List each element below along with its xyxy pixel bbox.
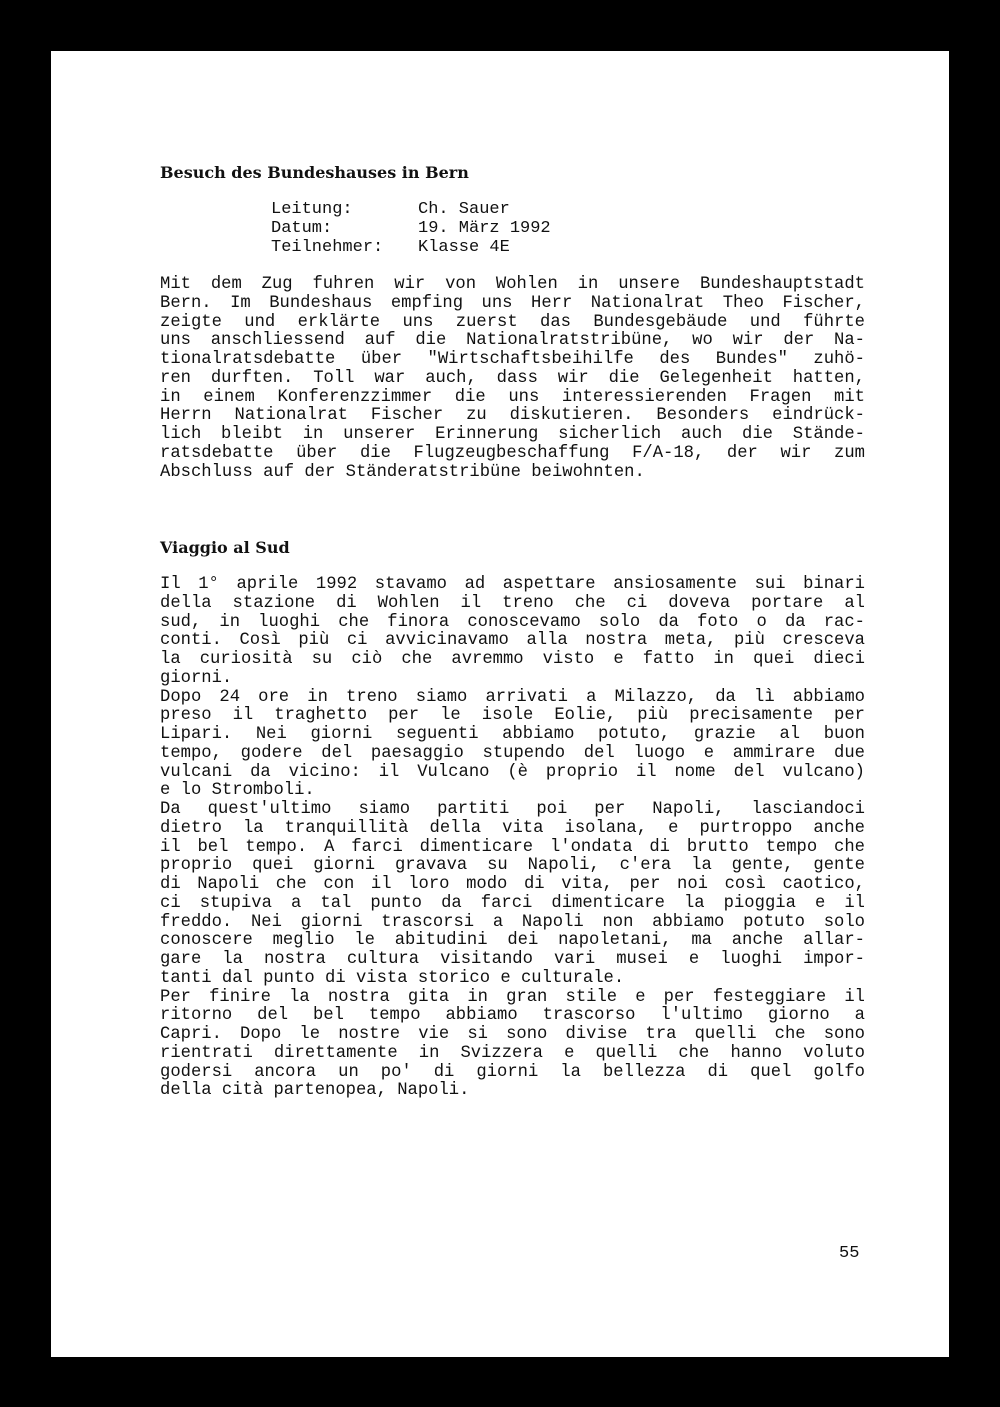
meta-row-teilnehmer (271, 238, 551, 257)
meta-row-datum (271, 219, 551, 238)
meta-row-leitung (271, 200, 551, 219)
meta-value: Ch. Sauer (418, 200, 510, 219)
text-line: uns anschliessend auf die Nationalratstribüne, wo wir der Na- (160, 331, 865, 351)
text-line: Lipari. Nei giorni seguenti abbiamo potuto, grazie al buon (160, 725, 865, 744)
text-line: Capri. Dopo le nostre vie si sono divise tra quelli che sono (160, 1025, 865, 1044)
meta-value: 19. März 1992 (418, 219, 551, 238)
text-line: preso il traghetto per le isole Eolie, più precisamente per (160, 706, 865, 726)
section-title-viaggio: Viaggio al Sud (160, 538, 290, 557)
text-line: di Napoli che con il loro modo di vita, per noi così caotico, (160, 875, 865, 894)
text-line: freddo. Nei giorni trascorsi a Napoli non abbiamo potuto solo (160, 912, 865, 932)
text-line: Da quest'ultimo siamo partiti poi per Napoli, lasciandoci (160, 800, 865, 819)
text-line: e lo Stromboli. (160, 781, 315, 801)
text-line: gare la nostra cultura visitando vari musei e luoghi impor- (160, 950, 865, 969)
text-line: Il 1° aprile 1992 stavamo ad aspettare ansiosamente sui binari (160, 575, 865, 594)
text-line: Bern. Im Bundeshaus empfing uns Herr Nationalrat Theo Fischer, (160, 293, 865, 313)
text-line: rientrati direttamente in Svizzera e quelli che hanno voluto (160, 1043, 865, 1063)
text-line: ritorno del bel tempo abbiamo trascorso l'ultimo giorno a (160, 1006, 865, 1026)
text-line: ren durften. Toll war auch, dass wir die Gelegenheit hatten, (160, 368, 865, 388)
document-page (51, 51, 949, 1357)
text-line: Abschluss auf der Ständeratstribüne beiwohnten. (160, 462, 645, 482)
text-line: lich bleibt in unserer Erinnerung sicherlich auch die Stände- (160, 425, 865, 444)
text-line: Per finire la nostra gita in gran stile e per festeggiare il (160, 987, 865, 1007)
text-line: Mit dem Zug fuhren wir von Wohlen in unsere Bundeshauptstadt (160, 275, 865, 294)
meta-value: Klasse 4E (418, 238, 510, 257)
text-line: tionalratsdebatte über "Wirtschaftsbeihilfe des Bundes" zuhö- (160, 350, 865, 369)
text-line: ci stupiva a tal punto da farci dimenticare la pioggia e il (160, 893, 865, 913)
text-line: della cità partenopea, Napoli. (160, 1081, 470, 1101)
text-line: tempo, godere del paesaggio stupendo del luogo e ammirare due (160, 743, 865, 763)
text-line: tanti dal punto di vista storico e culturale. (160, 968, 625, 988)
meta-key: Datum: (271, 219, 333, 238)
text-line: giorni. (160, 668, 233, 688)
text-line: Herrn Nationalrat Fischer zu diskutieren. Besonders eindrück- (160, 406, 865, 426)
text-line: proprio quei giorni gravava su Napoli, c'era la gente, gente (160, 856, 865, 876)
text-line: zeigte und erklärte uns zuerst das Bundesgebäude und führte (160, 312, 865, 332)
page-number: 55 (839, 1244, 860, 1263)
text-line: ratsdebatte über die Flugzeugbeschaffung F/A-18, der wir zum (160, 443, 865, 463)
text-line: della stazione di Wohlen il treno che ci doveva portare al (160, 593, 865, 613)
text-line: la curiosità su ciò che avremmo visto e fatto in quei dieci (160, 650, 865, 669)
text-line: dietro la tranquillità della vita isolana, e purtroppo anche (160, 818, 865, 838)
text-line: godersi ancora un po' di giorni la bellezza di quel golfo (160, 1062, 865, 1082)
text-line: conti. Così più ci avvicinavamo alla nostra meta, più cresceva (160, 631, 865, 651)
text-line: Dopo 24 ore in treno siamo arrivati a Milazzo, da lì abbiamo (160, 687, 865, 707)
viaggio-paragraph (160, 576, 865, 1101)
text-line: conoscere meglio le abitudini dei napoletani, ma anche allar- (160, 931, 865, 951)
text-line: in einem Konferenzzimmer die uns interessierenden Fragen mit (160, 387, 865, 407)
text-line: il bel tempo. A farci dimenticare l'ondata di brutto tempo che (160, 837, 865, 857)
meta-key: Leitung: (271, 200, 353, 219)
text-line: sud, in luoghi che finora conoscevamo solo da foto o da rac- (160, 612, 865, 632)
event-details (271, 200, 551, 257)
bundeshaus-paragraph (160, 276, 865, 482)
section-title-bundeshaus: Besuch des Bundeshauses in Bern (160, 163, 469, 182)
meta-key: Teilnehmer: (271, 238, 384, 257)
text-line: vulcani da vicino: il Vulcano (è proprio il nome del vulcano) (160, 762, 865, 782)
